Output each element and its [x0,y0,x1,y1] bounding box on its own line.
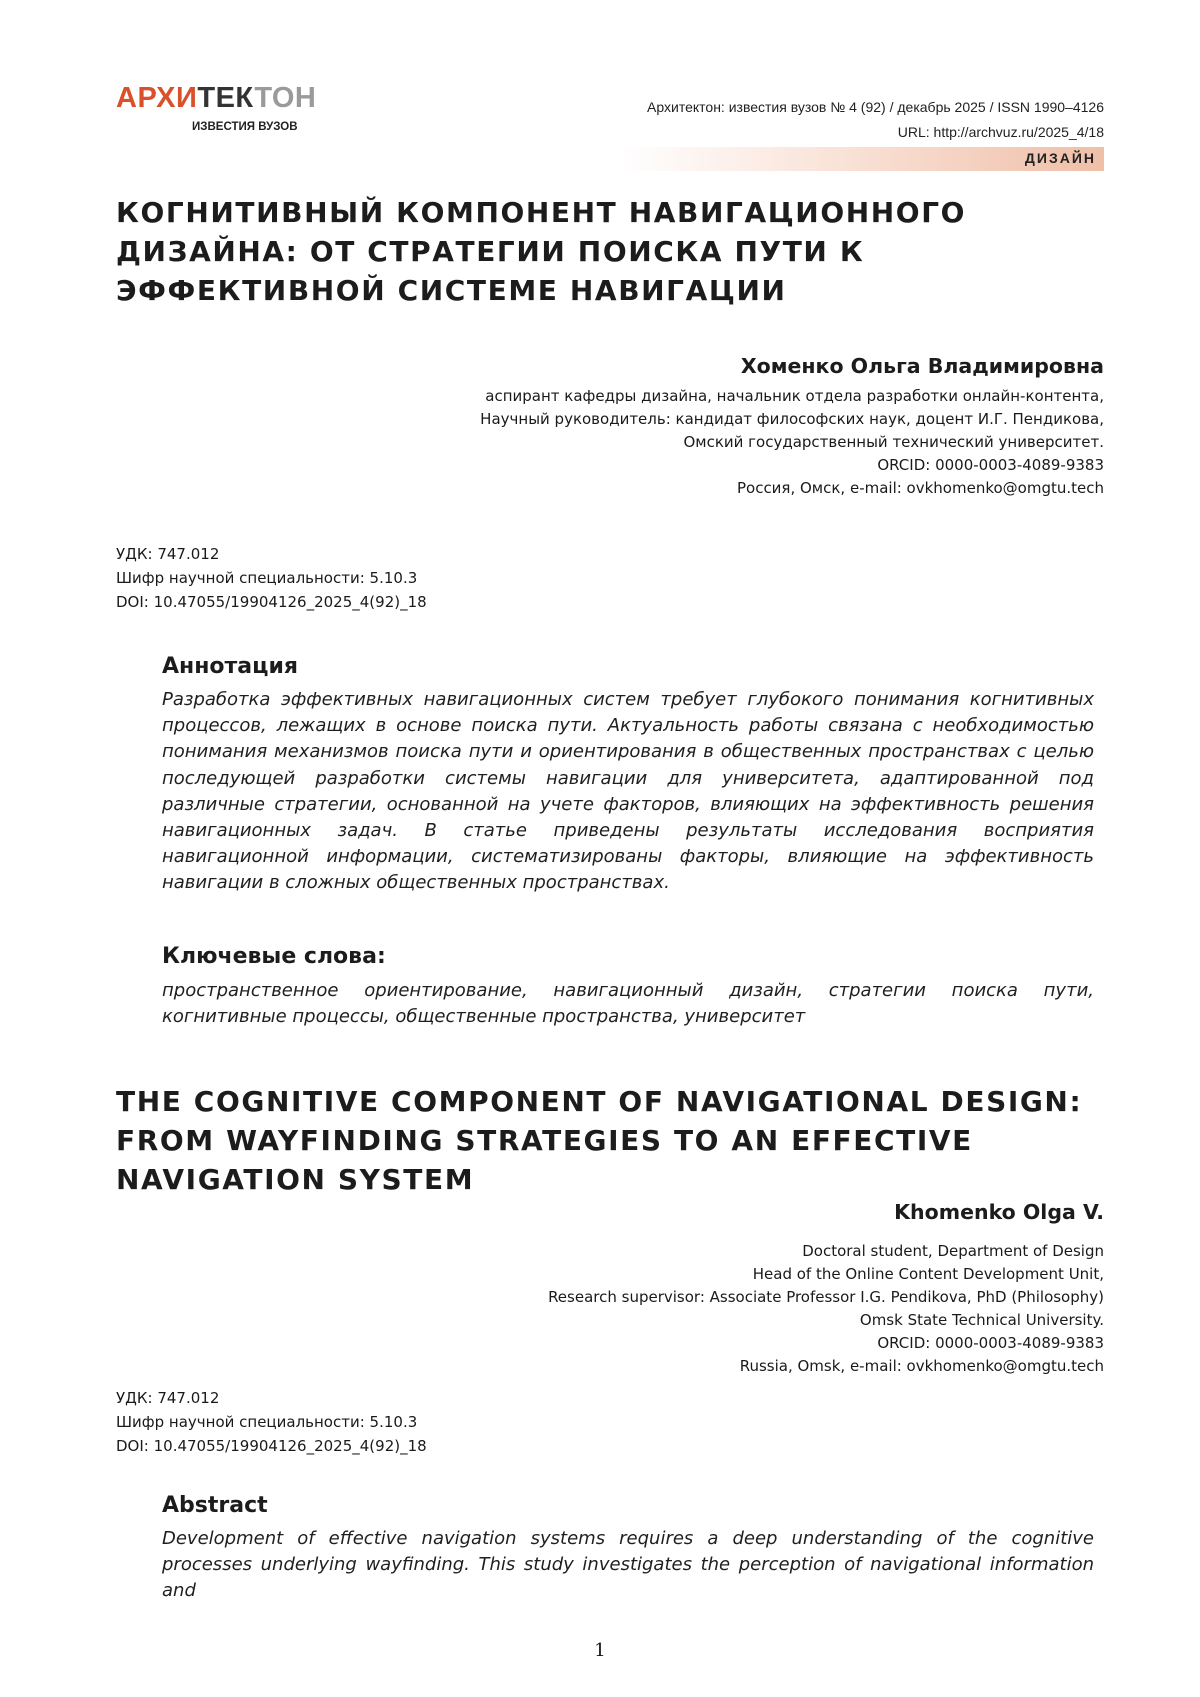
orcid-en: ORCID: 0000-0003-4089-9383 [877,1334,1104,1352]
logo-part-archi: АРХИ [116,82,198,114]
affiliation-line: Research supervisor: Associate Professor I.G. Pendikova, PhD (Philosophy) [548,1288,1104,1306]
title-ru: КОГНИТИВНЫЙ КОМПОНЕНТ НАВИГАЦИОННОГО ДИЗАЙНА: ОТ СТРАТЕГИИ ПОИСКА ПУТИ К ЭФФЕКТИВНОЙ СИСТЕМЕ НАВИГАЦИИ [116,196,967,307]
logo-subtitle: ИЗВЕСТИЯ ВУЗОВ [192,121,298,133]
contact-email-en: Russia, Omsk, e-mail: ovkhomenko@omgtu.tech [739,1357,1104,1375]
contact-email-ru: Россия, Омск, e-mail: ovkhomenko@omgtu.tech [736,479,1104,497]
keywords-text: пространственное ориентирование, навигационный дизайн, стратегии поиска пути, когнитивные процессы, общественные пространства, университет [162,980,1094,1028]
abstract-heading: Abstract [162,1493,268,1518]
affiliation-en [548,1240,1104,1378]
title-en: THE COGNITIVE COMPONENT OF NAVIGATIONAL DESIGN: FROM WAYFINDING STRATEGIES TO AN EFFECTIVE NAVIGATION SYSTEM [116,1085,1083,1196]
affiliation-ru [480,385,1104,500]
section-tag [620,147,1104,171]
affiliation-line: Омский государственный технический университет. [683,433,1104,451]
affiliation-line: аспирант кафедры дизайна, начальник отдела разработки онлайн-контента, [485,387,1104,405]
specialty-en: Шифр научной специальности: 5.10.3 [116,1413,418,1431]
journal-citation: Архитектон: известия вузов № 4 (92) / декабрь 2025 / ISSN 1990–4126 [647,99,1104,115]
affiliation-line: Doctoral student, Department of Design [802,1242,1104,1260]
author-name-ru: Хоменко Ольга Владимировна [740,354,1104,378]
annotation-text: Разработка эффективных навигационных систем требует глубокого понимания когнитивных процессов, лежащих в основе поиска пути. Актуальность работы связана с необходимостью понимания механизмов поиска пути и ориентирования в общественных пространствах с целью последующей разработки системы навигации для университета, адаптированной под различные стратегии, основанной на учете факторов, влияющих на эффективность решения навигационных задач. В статье приведены результаты исследования восприятия навигационной информации, систематизированы факторы, влияющие на эффективность навигации в сложных общественных пространствах. [162,689,1094,894]
doi-ru: DOI: 10.47055/19904126_2025_4(92)_18 [116,593,427,611]
affiliation-line: Omsk State Technical University. [859,1311,1104,1329]
logo-part-tek: ТЕК [197,82,255,114]
article-url[interactable]: URL: http://archvuz.ru/2025_4/18 [897,124,1104,140]
page-number: 1 [594,1640,606,1661]
affiliation-line: Научный руководитель: кандидат философских наук, доцент И.Г. Пендикова, [480,410,1104,428]
udc-en: УДК: 747.012 [116,1389,220,1407]
author-name-en: Khomenko Olga V. [894,1200,1104,1224]
annotation-heading: Аннотация [162,654,298,679]
logo-part-ton: ТОН [254,82,317,114]
specialty-ru: Шифр научной специальности: 5.10.3 [116,569,418,587]
udc-ru: УДК: 747.012 [116,545,220,563]
logo-wordmark [116,84,316,113]
section-label: ДИЗАЙН [1024,150,1096,166]
doi-en: DOI: 10.47055/19904126_2025_4(92)_18 [116,1437,427,1455]
affiliation-line: Head of the Online Content Development Unit, [752,1265,1104,1283]
meta-ru [116,542,427,614]
keywords-heading: Ключевые слова: [162,944,386,969]
meta-en [116,1386,427,1458]
abstract-text: Development of effective navigation systems requires a deep understanding of the cognitive processes underlying wayfinding. This study investigates the perception of navigational information and [162,1528,1094,1602]
journal-logo[interactable] [116,82,317,133]
journal-citation-block [647,95,1104,145]
orcid-ru: ORCID: 0000-0003-4089-9383 [877,456,1104,474]
